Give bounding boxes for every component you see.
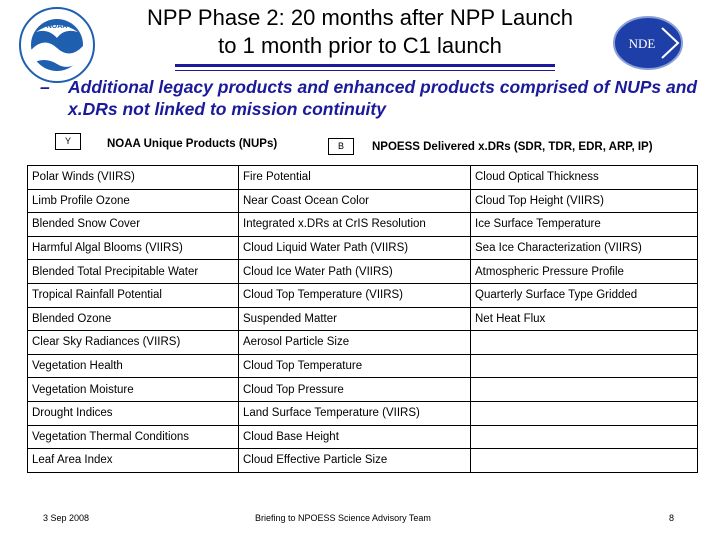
table-row xyxy=(28,331,698,355)
products-table xyxy=(27,165,698,473)
table-row xyxy=(28,189,698,213)
table-cell xyxy=(471,354,698,378)
footer-date: 3 Sep 2008 xyxy=(43,513,90,523)
footer-page-number: 8 xyxy=(669,513,675,523)
table-cell: Vegetation Moisture xyxy=(28,378,239,402)
table-cell: Cloud Optical Thickness xyxy=(471,166,698,190)
table-cell: Vegetation Health xyxy=(28,354,239,378)
table-cell: Ice Surface Temperature xyxy=(471,213,698,237)
legend-xdrs-code: B xyxy=(337,141,344,151)
nde-logo-icon xyxy=(612,14,684,72)
noaa-logo xyxy=(18,6,96,84)
table-cell: Fire Potential xyxy=(239,166,471,190)
table-cell xyxy=(471,425,698,449)
table-cell xyxy=(471,401,698,425)
table-row xyxy=(28,425,698,449)
table-cell: Harmful Algal Blooms (VIIRS) xyxy=(28,236,239,260)
table-row xyxy=(28,449,698,473)
table-row xyxy=(28,236,698,260)
table-cell: Vegetation Thermal Conditions xyxy=(28,425,239,449)
nde-badge-text: NDE xyxy=(628,36,656,51)
table-row xyxy=(28,401,698,425)
nde-badge xyxy=(612,14,684,72)
table-cell xyxy=(471,378,698,402)
table-cell: Cloud Base Height xyxy=(239,425,471,449)
table-cell: Cloud Top Temperature xyxy=(239,354,471,378)
table-row xyxy=(28,166,698,190)
table-cell: Tropical Rainfall Potential xyxy=(28,283,239,307)
noaa-logo-text: NOAA xyxy=(46,23,68,30)
title-line-2: to 1 month prior to C1 launch xyxy=(218,33,502,58)
table-cell: Atmospheric Pressure Profile xyxy=(471,260,698,284)
table-row xyxy=(28,354,698,378)
table-row xyxy=(28,213,698,237)
bullet-dash: – xyxy=(40,77,50,97)
table-cell: Cloud Liquid Water Path (VIIRS) xyxy=(239,236,471,260)
title-underline-thin xyxy=(175,70,555,71)
table-cell: Cloud Top Pressure xyxy=(239,378,471,402)
title-underline xyxy=(175,64,555,67)
table-cell: Cloud Effective Particle Size xyxy=(239,449,471,473)
table-cell: Blended Snow Cover xyxy=(28,213,239,237)
table-cell: Limb Profile Ozone xyxy=(28,189,239,213)
table-row xyxy=(28,283,698,307)
table-row xyxy=(28,307,698,331)
bullet-text: Additional legacy products and enhanced products comprised of NUPs and x.DRs not linked to mission continuity xyxy=(68,77,698,119)
table-cell: Sea Ice Characterization (VIIRS) xyxy=(471,236,698,260)
title-line-1: NPP Phase 2: 20 months after NPP Launch xyxy=(146,5,573,30)
legend-xdrs-swatch xyxy=(328,138,354,155)
legend-xdrs-label: NPOESS Delivered x.DRs (SDR, TDR, EDR, ARP, IP) xyxy=(372,141,653,153)
table-cell: Cloud Top Height (VIIRS) xyxy=(471,189,698,213)
table-cell: Quarterly Surface Type Gridded xyxy=(471,283,698,307)
noaa-logo-icon xyxy=(18,6,96,84)
table-cell: Cloud Ice Water Path (VIIRS) xyxy=(239,260,471,284)
table-cell xyxy=(471,449,698,473)
legend-nups-swatch xyxy=(55,133,81,150)
bullet-point xyxy=(40,76,700,120)
products-table-body xyxy=(28,166,698,473)
footer-center: Briefing to NPOESS Science Advisory Team xyxy=(255,513,431,523)
table-row xyxy=(28,378,698,402)
table-cell: Land Surface Temperature (VIIRS) xyxy=(239,401,471,425)
table-cell: Net Heat Flux xyxy=(471,307,698,331)
page-title xyxy=(110,4,610,60)
legend-nups-code: Y xyxy=(64,136,71,146)
table-cell: Integrated x.DRs at CrIS Resolution xyxy=(239,213,471,237)
table-cell: Leaf Area Index xyxy=(28,449,239,473)
legend-nups-label: NOAA Unique Products (NUPs) xyxy=(107,138,278,150)
table-cell: Blended Total Precipitable Water xyxy=(28,260,239,284)
table-cell: Polar Winds (VIIRS) xyxy=(28,166,239,190)
table-cell: Drought Indices xyxy=(28,401,239,425)
table-cell: Blended Ozone xyxy=(28,307,239,331)
table-cell: Near Coast Ocean Color xyxy=(239,189,471,213)
table-cell: Aerosol Particle Size xyxy=(239,331,471,355)
table-cell: Clear Sky Radiances (VIIRS) xyxy=(28,331,239,355)
table-row xyxy=(28,260,698,284)
table-cell: Suspended Matter xyxy=(239,307,471,331)
table-cell xyxy=(471,331,698,355)
table-cell: Cloud Top Temperature (VIIRS) xyxy=(239,283,471,307)
